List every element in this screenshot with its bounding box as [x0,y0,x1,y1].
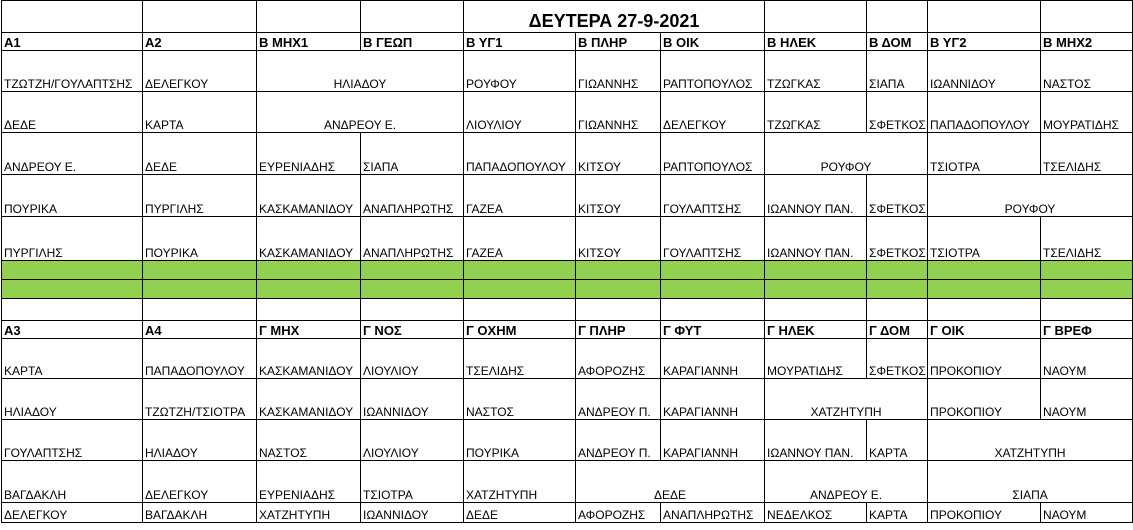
separator-row [2,261,1133,280]
table-row [2,461,1133,503]
table-cell [2,1,143,33]
column-header: Β ΥΓ1 [464,33,576,51]
column-header: Γ ΦΥΤ [661,321,765,339]
table-cell: ΧΑΤΖΗΤΥΠΗ [928,420,1133,461]
table-cell: ΓΑΖΕΑ [464,217,576,261]
table-cell: ΔΕΔΕ [2,92,143,133]
table-cell [1041,1,1133,33]
table-cell: ΠΡΟΚΟΠΙΟΥ [928,503,1041,523]
column-header: Β ΓΕΩΠ [361,33,464,51]
header-row [2,321,1133,339]
table-cell: ΑΦΟΡΟΖΗΣ [576,503,661,523]
table-cell: ΤΖΩΓΚΑΣ [765,51,867,92]
table-row [2,503,1133,523]
table-cell: ΜΟΥΡΑΤΙΔΗΣ [765,339,867,379]
table-row [2,420,1133,461]
table-cell: ΚΑΣΚΑΜΑΝΙΔΟΥ [257,175,361,217]
table-cell: ΕΥΡΕΝΙΑΔΗΣ [257,133,361,175]
table-cell: ΝΕΔΕΛΚΟΣ [765,503,867,523]
table-cell: ΗΛΙΑΔΟΥ [257,51,464,92]
table-cell: ΓΟΥΛΑΠΤΣΗΣ [661,175,765,217]
table-cell: ΝΑΟΥΜ [1041,339,1133,379]
table-cell: ΔΕΛΕΓΚΟΥ [143,51,257,92]
table-cell: ΙΩΑΝΝΙΔΟΥ [361,503,464,523]
column-header: Γ ΟΙΚ [928,321,1041,339]
table-cell: ΝΑΣΤΟΣ [257,420,361,461]
table-cell: ΙΩΑΝΝΟΥ ΠΑΝ. [765,420,867,461]
table-cell: ΠΡΟΚΟΠΙΟΥ [928,339,1041,379]
spacer-row [2,299,1133,321]
header-row [2,33,1133,51]
table-cell: ΙΩΑΝΝΙΔΟΥ [361,379,464,420]
table-row [2,133,1133,175]
table-cell: ΝΑΟΥΜ [1041,503,1133,523]
table-cell: ΙΩΑΝΝΟΥ ΠΑΝ. [765,217,867,261]
table-cell: ΤΣΕΛΙΔΗΣ [464,339,576,379]
table-cell: ΠΟΥΡΙΚΑ [143,217,257,261]
table-cell: ΠΟΥΡΙΚΑ [464,420,576,461]
table-cell: ΚΑΡΑΓΙΑΝΝΗ [661,379,765,420]
table-cell: ΜΟΥΡΑΤΙΔΗΣ [1041,92,1133,133]
table-cell: ΣΦΕΤΚΟΣ [867,92,928,133]
table-cell: ΠΥΡΓΙΛΗΣ [2,217,143,261]
schedule-table [1,0,1133,523]
table-cell: ΔΕΛΕΓΚΟΥ [143,461,257,503]
table-cell: ΛΙΟΥΛΙΟΥ [361,420,464,461]
table-cell: ΔΕΛΕΓΚΟΥ [661,92,765,133]
table-cell: ΔΕΔΕ [576,461,765,503]
column-header: Β ΔΟΜ [867,33,928,51]
table-cell: ΚΑΡΤΑ [867,420,928,461]
table-cell: ΑΝΔΡΕΟΥ Π. [576,420,661,461]
table-cell: ΣΦΕΤΚΟΣ [867,339,928,379]
table-cell [928,1,1041,33]
column-header: Β ΜΗΧ2 [1041,33,1133,51]
table-cell: ΓΟΥΛΑΠΤΣΗΣ [661,217,765,261]
table-cell: ΔΕΔΕ [143,133,257,175]
column-header: Α3 [2,321,143,339]
table-cell: ΙΩΑΝΝΙΔΟΥ [928,51,1041,92]
column-header: Β ΠΛΗΡ [576,33,661,51]
table-cell: ΗΛΙΑΔΟΥ [2,379,143,420]
table-cell: ΠΡΟΚΟΠΙΟΥ [928,379,1041,420]
column-header: Γ ΗΛΕΚ [765,321,867,339]
table-cell: ΑΝΔΡΕΟΥ Π. [576,379,661,420]
table-cell: ΡΑΠΤΟΠΟΥΛΟΣ [661,51,765,92]
table-cell: ΠΥΡΓΙΛΗΣ [143,175,257,217]
table-cell: ΡΟΥΦΟΥ [765,133,928,175]
column-header: Γ ΠΛΗΡ [576,321,661,339]
table-cell: ΤΣΕΛΙΔΗΣ [1041,133,1133,175]
table-cell: ΚΙΤΣΟΥ [576,175,661,217]
table-cell: ΝΑΣΤΟΣ [1041,51,1133,92]
table-cell: ΓΑΖΕΑ [464,175,576,217]
column-header: Β ΟΙΚ [661,33,765,51]
column-header: Γ ΔΟΜ [867,321,928,339]
column-header: Γ ΝΟΣ [361,321,464,339]
table-cell: ΧΑΤΖΗΤΥΠΗ [765,379,928,420]
table-cell: ΚΙΤΣΟΥ [576,217,661,261]
table-cell: ΓΙΩΑΝΝΗΣ [576,51,661,92]
column-header: Γ ΟΧΗΜ [464,321,576,339]
table-row [2,379,1133,420]
table-cell: ΑΝΑΠΛΗΡΩΤΗΣ [361,217,464,261]
table-cell [765,1,867,33]
table-cell: ΚΑΣΚΑΜΑΝΙΔΟΥ [257,379,361,420]
table-cell: ΚΑΡΤΑ [2,339,143,379]
table-cell: ΑΝΔΡΕΟΥ Ε. [2,133,143,175]
table-cell: ΚΑΡΑΓΙΑΝΝΗ [661,420,765,461]
table-cell: ΠΟΥΡΙΚΑ [2,175,143,217]
table-cell: ΠΑΠΑΔΟΠΟΥΛΟΥ [464,133,576,175]
separator-row [2,280,1133,299]
table-cell: ΒΑΓΔΑΚΛΗ [143,503,257,523]
table-cell: ΠΑΠΑΔΟΠΟΥΛΟΥ [928,92,1041,133]
table-cell: ΤΣΙΟΤΡΑ [928,133,1041,175]
table-cell: ΑΦΟΡΟΖΗΣ [576,339,661,379]
table-cell: ΚΑΣΚΑΜΑΝΙΔΟΥ [257,217,361,261]
table-cell: ΠΑΠΑΔΟΠΟΥΛΟΥ [143,339,257,379]
column-header: Β ΥΓ2 [928,33,1041,51]
table-cell: ΑΝΔΡΕΟΥ Ε. [257,92,464,133]
table-cell: ΗΛΙΑΔΟΥ [143,420,257,461]
table-cell: ΤΣΙΟΤΡΑ [928,217,1041,261]
table-cell: ΔΕΔΕ [464,503,576,523]
table-cell: ΣΙΑΠΑ [361,133,464,175]
table-cell: ΚΑΣΚΑΜΑΝΙΔΟΥ [257,339,361,379]
table-cell: ΙΩΑΝΝΟΥ ΠΑΝ. [765,175,867,217]
table-cell: ΒΑΓΔΑΚΛΗ [2,461,143,503]
table-cell: ΧΑΤΖΗΤΥΠΗ [257,503,361,523]
table-cell: ΓΙΩΑΝΝΗΣ [576,92,661,133]
title-row [2,1,1133,33]
table-cell [143,1,257,33]
table-cell: ΔΕΛΕΓΚΟΥ [2,503,143,523]
table-cell: ΑΝΔΡΕΟΥ Ε. [765,461,928,503]
column-header: Γ ΒΡΕΦ [1041,321,1133,339]
table-cell: ΧΑΤΖΗΤΥΠΗ [464,461,576,503]
column-header: Β ΗΛΕΚ [765,33,867,51]
page-title: ΔΕΥΤΕΡΑ 27-9-2021 [464,1,765,33]
column-header: Α4 [143,321,257,339]
table-cell: ΛΙΟΥΛΙΟΥ [361,339,464,379]
table-row [2,339,1133,379]
table-cell: ΚΑΡΤΑ [867,503,928,523]
table-cell: ΣΦΕΤΚΟΣ [867,175,928,217]
table-cell [361,1,464,33]
table-cell: ΝΑΣΤΟΣ [464,379,576,420]
table-cell: ΣΙΑΠΑ [928,461,1133,503]
table-cell: ΤΖΩΤΖΗ/ΓΟΥΛΑΠΤΣΗΣ [2,51,143,92]
table-cell: ΤΖΩΓΚΑΣ [765,92,867,133]
column-header: Β ΜΗΧ1 [257,33,361,51]
table-cell: ΑΝΑΠΛΗΡΩΤΗΣ [661,503,765,523]
table-cell: ΕΥΡΕΝΙΑΔΗΣ [257,461,361,503]
table-cell: ΑΝΑΠΛΗΡΩΤΗΣ [361,175,464,217]
table-cell: ΤΣΕΛΙΔΗΣ [1041,217,1133,261]
table-row [2,51,1133,92]
table-cell: ΚΑΡΑΓΙΑΝΝΗ [661,339,765,379]
table-cell [867,1,928,33]
table-cell: ΝΑΟΥΜ [1041,379,1133,420]
table-cell: ΣΙΑΠΑ [867,51,928,92]
column-header: Α2 [143,33,257,51]
table-row [2,92,1133,133]
table-row [2,175,1133,217]
table-row [2,217,1133,261]
table-cell: ΛΙΟΥΛΙΟΥ [464,92,576,133]
column-header: Γ ΜΗΧ [257,321,361,339]
table-cell: ΚΑΡΤΑ [143,92,257,133]
table-cell: ΡΟΥΦΟΥ [464,51,576,92]
table-cell: ΣΦΕΤΚΟΣ [867,217,928,261]
column-header: Α1 [2,33,143,51]
table-cell: ΡΟΥΦΟΥ [928,175,1133,217]
table-cell: ΚΙΤΣΟΥ [576,133,661,175]
table-cell: ΓΟΥΛΑΠΤΣΗΣ [2,420,143,461]
table-cell: ΤΖΩΤΖΗ/ΤΣΙΟΤΡΑ [143,379,257,420]
table-cell: ΤΣΙΟΤΡΑ [361,461,464,503]
table-cell: ΡΑΠΤΟΠΟΥΛΟΣ [661,133,765,175]
table-cell [257,1,361,33]
